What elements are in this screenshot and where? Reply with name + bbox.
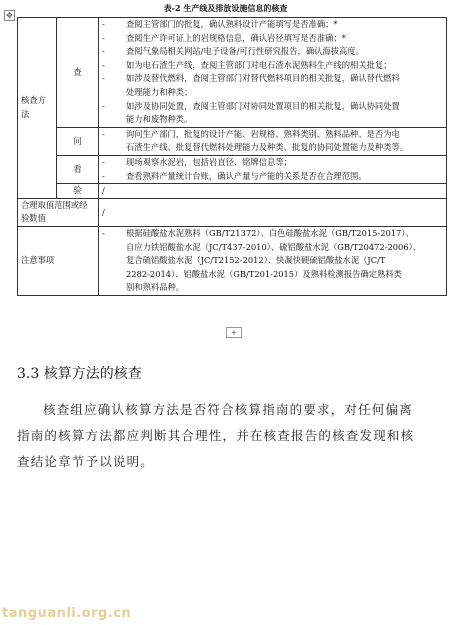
dash-marker: - — [102, 19, 105, 29]
cross-check-value: / — [102, 206, 105, 217]
list-item-text: 复合硫铝酸盐水泥（JC/T2152-2012）、快凝快硬硫铝酸盐水泥（JC/T — [126, 255, 386, 266]
list-item-text: 查阅气象局相关网站/电子设备/可行性研究报告，确认海拔高度。 — [126, 46, 364, 57]
list-item-text: 询问生产部门，批复的设计产能、岩规格、熟料类别、熟料品种、是否为电 — [126, 128, 400, 139]
list-item-text: 如涉及替代燃料，查阅主管部门对替代燃料项目的相关批复，确认替代燃料 — [126, 73, 400, 84]
dash-marker — [102, 254, 126, 268]
list-item-text: 如为电石渣生产线，查阅主管部门对电石渣水泥熟料生产线的相关批复； — [126, 59, 392, 70]
list-item — [102, 18, 443, 32]
verification-table — [17, 17, 447, 296]
dash-marker — [102, 141, 126, 155]
sub-label-cell — [57, 18, 99, 128]
paragraph-line: 指南的核算方法都应判断其合理性，并在核查报告的核查发现和核 — [17, 428, 415, 443]
section-heading: 3.3 核算方法的核查 — [17, 366, 142, 382]
table-row — [18, 184, 447, 199]
check-content-cell — [99, 18, 447, 128]
table-row — [18, 18, 447, 128]
list-item-continuation — [102, 141, 443, 155]
sub-label-cell — [57, 184, 99, 199]
list-item-text: 如涉及协同处置，查阅主管部门对协同处置项目的相关批复，确认协同处置 — [126, 100, 400, 111]
dash-marker: - — [102, 32, 105, 43]
sub-label-cell — [57, 155, 99, 183]
dash-marker — [102, 113, 126, 127]
list-item-continuation — [102, 86, 443, 100]
verify-content-cell — [99, 184, 447, 199]
sub-label-cell — [57, 127, 99, 155]
list-item — [102, 128, 443, 142]
method-label: 核查方法 — [21, 95, 46, 119]
notes-label-cell — [18, 226, 99, 295]
dash-marker — [102, 281, 126, 295]
list-item-text: 查阅主管部门的批复，确认熟料设计产能填写是否准确；* — [126, 19, 338, 29]
observe-content-cell — [99, 155, 447, 183]
list-item-text: 根据硅酸盐水泥熟料（GB/T21372）、白色硅酸盐水泥（GB/T2015-2017）、 — [126, 227, 414, 238]
notes-content-cell — [99, 226, 447, 295]
dash-marker — [102, 241, 126, 255]
method-label-cell — [18, 18, 57, 199]
paragraph-line: 查结论章节予以说明。 — [17, 454, 155, 469]
sub-label-verify: 验 — [73, 185, 82, 196]
list-item-continuation — [102, 254, 443, 268]
cross-check-value-cell — [99, 198, 447, 226]
list-item-continuation — [102, 281, 443, 295]
list-item-text: 处理能力和种类； — [126, 86, 193, 97]
list-item — [102, 227, 443, 241]
watermark: tanguanli.org.cn — [2, 606, 132, 621]
dash-marker — [102, 268, 126, 282]
list-item-text: 2282-2014）、铝酸盐水泥（GB/T201-2015）及熟料检测报告确定熟料类 — [126, 268, 402, 279]
list-item — [102, 32, 443, 46]
dash-marker: - — [102, 100, 105, 111]
dash-marker — [102, 86, 126, 100]
list-item-text: 现场观察水泥岩，包括岩直径、铭牌信息等； — [126, 156, 292, 167]
table-caption: 表-2 生产线及排放设施信息的核查 — [163, 3, 288, 13]
table-row — [18, 127, 447, 155]
table-row — [18, 198, 447, 226]
list-item-continuation — [102, 241, 443, 255]
sub-label-observe: 看 — [73, 163, 82, 174]
dash-marker: - — [102, 128, 105, 139]
ask-content-cell — [99, 127, 447, 155]
cross-check-label: 合理取值范围或经验数值 — [21, 199, 88, 224]
notes-label: 注意事项 — [21, 255, 55, 266]
list-item-text: 查阅生产许可证上的岩规格信息，确认岩径填写是否准确；* — [126, 32, 346, 43]
table-row — [18, 155, 447, 183]
list-item — [102, 59, 443, 73]
verify-value: / — [102, 185, 105, 196]
body-paragraph — [17, 397, 437, 475]
add-row-plus-icon[interactable]: + — [226, 327, 242, 338]
dash-marker: - — [102, 156, 105, 167]
sub-label-check: 查 — [73, 66, 82, 77]
dash-marker: - — [102, 227, 105, 238]
list-item — [102, 100, 443, 114]
list-item-text: 别和熟料品种。 — [126, 282, 185, 293]
dash-marker: - — [102, 170, 105, 181]
cross-check-label-cell — [18, 198, 99, 226]
dash-marker: - — [102, 59, 105, 70]
dash-marker: - — [102, 73, 105, 84]
list-item-text: 自应力铁铝酸盐水泥（JC/T437-2010）、硫铝酸盐水泥（GB/T20472-2006）、 — [126, 241, 422, 252]
table-move-handle-icon[interactable]: ✥ — [4, 10, 15, 21]
list-item — [102, 72, 443, 86]
table-row — [18, 226, 447, 295]
list-item — [102, 45, 443, 59]
list-item-text: 查看熟料产量统计台账，确认产量与产能的关系是否在合理范围。 — [126, 170, 367, 181]
list-item-text: 石渣生产线、批复替代燃料处理能力及种类、批复的协同处置能力及种类等。 — [126, 142, 409, 153]
dash-marker: - — [102, 46, 105, 57]
list-item — [102, 156, 443, 170]
list-item-text: 能力和废物种类。 — [126, 114, 193, 125]
paragraph-line: 核查组应确认核算方法是否符合核算指南的要求，对任何偏离 — [43, 402, 413, 417]
list-item-continuation — [102, 268, 443, 282]
sub-label-ask: 问 — [73, 135, 82, 146]
list-item — [102, 170, 443, 184]
list-item-continuation — [102, 113, 443, 127]
